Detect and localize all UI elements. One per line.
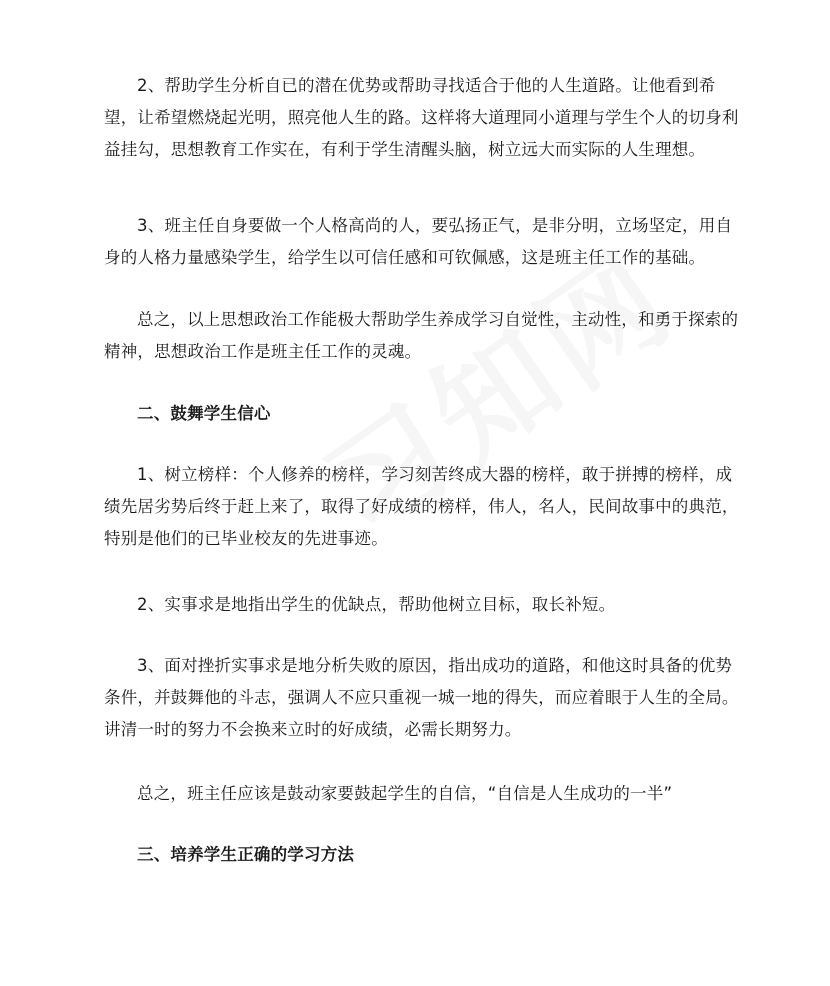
section-heading-3: 三、培养学生正确的学习方法 — [137, 845, 355, 864]
paragraph-2-strengths: 2、实事求是地指出学生的优缺点，帮助他树立目标，取长补短。 — [137, 595, 616, 614]
paragraph-2-help-analyze: 2、帮助学生分析自已的潜在优势或帮助寻找适合于他的人生道路。让他看到希望，让希望燃烧起光明，照亮他人生的路。这样将大道理同小道理与学生个人的切身利益挂勾，思想教育工作实在，有利于学生清醒头脑，树立远大而实际的人生理想。 — [104, 76, 739, 159]
paragraph-summary-political: 总之，以上思想政治工作能极大帮助学生养成学习自觉性，主动性，和勇于探索的精神，思想政治工作是班主任工作的灵魂。 — [104, 310, 739, 361]
paragraph-3-self-example: 3、班主任自身要做一个人格高尚的人，要弘扬正气，是非分明，立场坚定，用自身的人格力量感染学生，给学生以可信任感和可钦佩感，这是班主任工作的基础。 — [104, 216, 733, 267]
paragraph-3-setbacks: 3、面对挫折实事求是地分析失败的原因，指出成功的道路，和他这时具备的优势条件，并鼓舞他的斗志，强调人不应只重视一城一地的得失，而应着眼于人生的全局。讲清一时的努力不会换来立时的好成绩，必需长期努力。 — [104, 656, 739, 739]
paragraph-summary-confidence: 总之，班主任应该是鼓动家要鼓起学生的自信，“自信是人生成功的一半” — [137, 784, 673, 803]
section-heading-2: 二、鼓舞学生信心 — [137, 404, 271, 423]
paragraph-1-role-models: 1、树立榜样：个人修养的榜样，学习刻苦终成大器的榜样，敢于拼搏的榜样，成绩先居劣势后终于赶上来了，取得了好成绩的榜样，伟人，名人，民间故事中的典范，特别是他们的已毕业校友的先进事迹。 — [104, 465, 739, 548]
